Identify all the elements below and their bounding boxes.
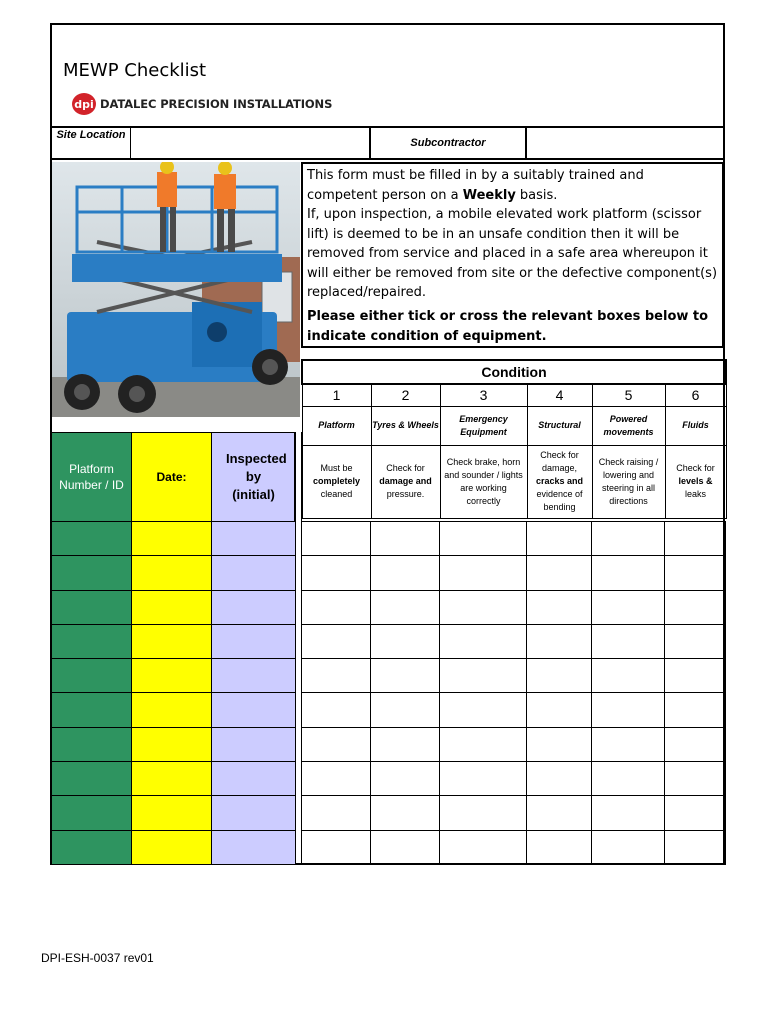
condition-check-cell[interactable]: [302, 796, 371, 830]
condition-check-cell[interactable]: [371, 796, 440, 830]
inspected-cell[interactable]: [212, 796, 296, 830]
condition-check-cell[interactable]: [592, 762, 665, 796]
condition-check-cell[interactable]: [527, 556, 592, 590]
divider: [50, 158, 725, 160]
condition-description: Check for damage and pressure.: [371, 445, 440, 518]
table-row: [302, 659, 726, 693]
table-row: [302, 830, 726, 864]
condition-check-cell[interactable]: [302, 727, 371, 761]
table-row: [52, 727, 296, 761]
date-header: Date:: [132, 433, 212, 522]
table-row: [302, 590, 726, 624]
condition-check-cell[interactable]: [371, 830, 440, 864]
inspected-cell[interactable]: [212, 659, 296, 693]
platform-cell[interactable]: [52, 624, 132, 658]
condition-check-cell[interactable]: [527, 522, 592, 556]
platform-cell[interactable]: [52, 659, 132, 693]
condition-check-cell[interactable]: [371, 556, 440, 590]
date-cell[interactable]: [132, 522, 212, 556]
condition-check-cell[interactable]: [665, 693, 726, 727]
platform-cell[interactable]: [52, 693, 132, 727]
table-row: [302, 624, 726, 658]
condition-check-cell[interactable]: [440, 624, 527, 658]
date-cell[interactable]: [132, 830, 212, 864]
platform-header: Platform Number / ID: [52, 433, 132, 522]
condition-check-cell[interactable]: [440, 659, 527, 693]
table-row: [52, 830, 296, 864]
condition-number: 1: [302, 384, 371, 406]
inspected-cell[interactable]: [212, 727, 296, 761]
table-row: [52, 624, 296, 658]
platform-cell[interactable]: [52, 522, 132, 556]
condition-check-cell[interactable]: [527, 796, 592, 830]
condition-check-cell[interactable]: [665, 556, 726, 590]
inspection-left-headers: [51, 432, 296, 522]
condition-check-cell[interactable]: [371, 762, 440, 796]
date-cell[interactable]: [132, 693, 212, 727]
table-row: [52, 590, 296, 624]
condition-check-cell[interactable]: [371, 693, 440, 727]
condition-check-cell[interactable]: [440, 556, 527, 590]
platform-cell[interactable]: [52, 556, 132, 590]
condition-description: Check for levels & leaks: [665, 445, 726, 518]
condition-category: Tyres & Wheels: [371, 406, 440, 445]
table-row: [302, 693, 726, 727]
condition-check-cell[interactable]: [302, 556, 371, 590]
condition-description: Must be completely cleaned: [302, 445, 371, 518]
condition-check-cell[interactable]: [592, 556, 665, 590]
condition-check-cell[interactable]: [527, 659, 592, 693]
condition-category: Emergency Equipment: [440, 406, 527, 445]
site-location-field[interactable]: [131, 128, 369, 158]
inspected-cell[interactable]: [212, 830, 296, 864]
condition-category: Platform: [302, 406, 371, 445]
company-logo: [72, 92, 332, 116]
condition-number: 2: [371, 384, 440, 406]
condition-check-cell[interactable]: [440, 796, 527, 830]
condition-check-cell[interactable]: [371, 624, 440, 658]
table-row: [302, 796, 726, 830]
instructions-line-3: Please either tick or cross the relevant boxes below to indicate condition of equipment.: [307, 308, 709, 344]
condition-check-cell[interactable]: [302, 624, 371, 658]
condition-check-cell[interactable]: [527, 693, 592, 727]
condition-check-cell[interactable]: [302, 830, 371, 864]
condition-description-row: [302, 445, 726, 518]
condition-check-cell[interactable]: [592, 590, 665, 624]
condition-check-cell[interactable]: [371, 522, 440, 556]
instructions-line-1: This form must be filled in by a suitably trained and competent person on a Weekly basis.: [307, 168, 644, 203]
condition-check-cell[interactable]: [592, 796, 665, 830]
condition-check-cell[interactable]: [371, 727, 440, 761]
platform-cell[interactable]: [52, 796, 132, 830]
condition-description: Check brake, horn and sounder / lights are working correctly: [440, 445, 527, 518]
table-row: [52, 556, 296, 590]
condition-check-cell[interactable]: [592, 693, 665, 727]
date-cell[interactable]: [132, 727, 212, 761]
condition-category-row: [302, 406, 726, 445]
condition-description: Check raising / lowering and steering in all directions: [592, 445, 665, 518]
table-row: [302, 762, 726, 796]
site-location-label: Site Location: [56, 129, 126, 141]
condition-check-cell[interactable]: [302, 590, 371, 624]
condition-check-cell[interactable]: [302, 659, 371, 693]
condition-check-cell[interactable]: [440, 727, 527, 761]
condition-check-cell[interactable]: [665, 590, 726, 624]
page-title: MEWP Checklist: [63, 60, 207, 81]
condition-check-cell[interactable]: [665, 659, 726, 693]
condition-category: Fluids: [665, 406, 726, 445]
document-reference: DPI-ESH-0037 rev01: [41, 951, 154, 965]
condition-check-cell[interactable]: [592, 727, 665, 761]
inspected-cell[interactable]: [212, 693, 296, 727]
condition-check-cell[interactable]: [527, 762, 592, 796]
condition-check-cell[interactable]: [665, 624, 726, 658]
platform-cell[interactable]: [52, 727, 132, 761]
condition-check-cell[interactable]: [592, 659, 665, 693]
condition-number: 6: [665, 384, 726, 406]
condition-check-cell[interactable]: [440, 693, 527, 727]
condition-check-cell[interactable]: [302, 762, 371, 796]
subcontractor-field[interactable]: [527, 128, 723, 158]
instructions-line-2: If, upon inspection, a mobile elevated work platform (scissor lift) is deemed to be in an unsafe condition then it will be removed from service and placed in a safe area whereupon it will either be removed from site or the defective component(s) replaced/repaired.: [307, 207, 718, 300]
condition-check-cell[interactable]: [527, 590, 592, 624]
condition-number: 5: [592, 384, 665, 406]
date-cell[interactable]: [132, 796, 212, 830]
condition-check-cell[interactable]: [592, 830, 665, 864]
condition-heading: Condition: [302, 360, 726, 384]
condition-check-cell[interactable]: [665, 727, 726, 761]
inspection-condition-body: [301, 521, 726, 865]
condition-check-cell[interactable]: [665, 830, 726, 864]
date-cell[interactable]: [132, 762, 212, 796]
platform-cell[interactable]: [52, 762, 132, 796]
inspected-cell[interactable]: [212, 522, 296, 556]
subcontractor-label: Subcontractor: [410, 137, 486, 149]
condition-check-cell[interactable]: [440, 590, 527, 624]
condition-check-cell[interactable]: [302, 522, 371, 556]
table-row: [52, 659, 296, 693]
condition-check-cell[interactable]: [527, 727, 592, 761]
table-row: [52, 796, 296, 830]
condition-category: Structural: [527, 406, 592, 445]
table-row: [302, 727, 726, 761]
date-cell[interactable]: [132, 624, 212, 658]
condition-check-cell[interactable]: [371, 590, 440, 624]
condition-check-cell[interactable]: [665, 796, 726, 830]
logo-badge: dpi: [72, 93, 96, 115]
inspected-cell[interactable]: [212, 556, 296, 590]
table-row: [52, 762, 296, 796]
inspected-cell[interactable]: [212, 590, 296, 624]
table-row: [52, 693, 296, 727]
condition-check-cell[interactable]: [527, 830, 592, 864]
logo-name: DATALEC PRECISION INSTALLATIONS: [100, 97, 333, 111]
platform-cell[interactable]: [52, 590, 132, 624]
table-row: [302, 522, 726, 556]
condition-check-cell[interactable]: [527, 624, 592, 658]
platform-cell[interactable]: [52, 830, 132, 864]
condition-check-cell[interactable]: [665, 762, 726, 796]
inspected-cell[interactable]: [212, 762, 296, 796]
condition-check-cell[interactable]: [440, 830, 527, 864]
table-row: [302, 556, 726, 590]
date-cell[interactable]: [132, 556, 212, 590]
inspected-header: Inspected by (initial): [212, 433, 296, 522]
condition-check-cell[interactable]: [592, 522, 665, 556]
condition-header-table: [301, 359, 727, 519]
condition-number: 3: [440, 384, 527, 406]
condition-number: 4: [527, 384, 592, 406]
condition-check-cell[interactable]: [665, 522, 726, 556]
inspected-cell[interactable]: [212, 624, 296, 658]
table-row: [52, 522, 296, 556]
inspection-left-body: [51, 521, 296, 865]
condition-check-cell[interactable]: [440, 762, 527, 796]
condition-check-cell[interactable]: [592, 624, 665, 658]
condition-category: Powered movements: [592, 406, 665, 445]
condition-check-cell[interactable]: [440, 522, 527, 556]
instructions-box: [301, 162, 724, 348]
date-cell[interactable]: [132, 659, 212, 693]
condition-description: Check for damage, cracks and evidence of bending: [527, 445, 592, 518]
condition-check-cell[interactable]: [302, 693, 371, 727]
condition-check-cell[interactable]: [371, 659, 440, 693]
date-cell[interactable]: [132, 590, 212, 624]
condition-number-row: [302, 384, 726, 406]
scissor-lift-photo: [52, 162, 300, 417]
